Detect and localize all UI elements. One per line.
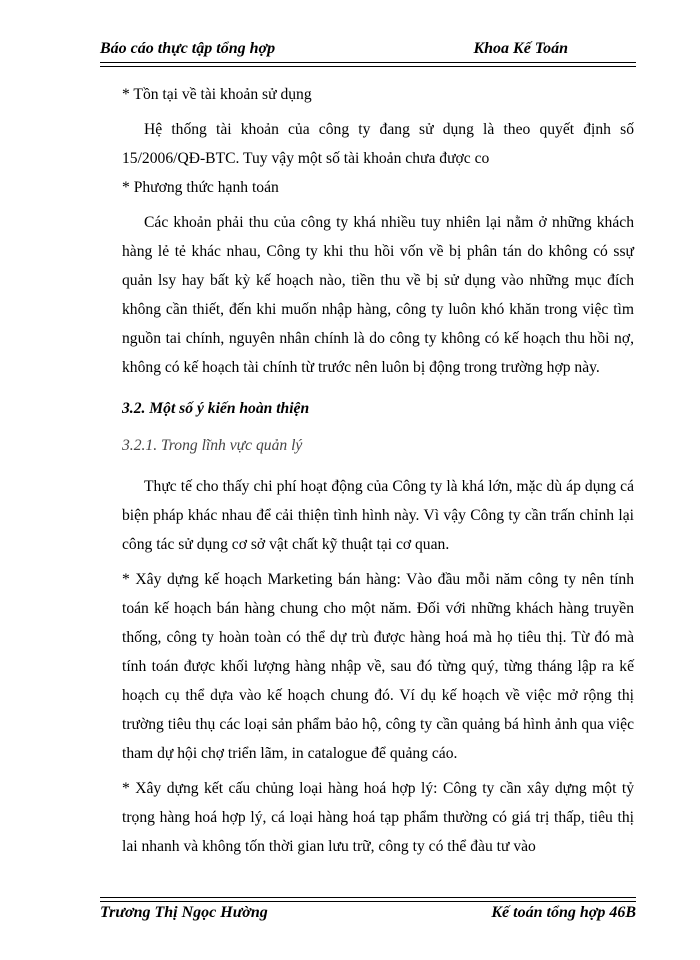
subsection-heading: 3.2.1. Trong lĩnh vực quản lý bbox=[122, 437, 303, 454]
paragraph-marketing-plan: * Xây dựng kế hoạch Marketing bán hàng: Vào đầu mỗi năm công ty nên tính toán kế hoạch bán hàng chung cho một năm. Đối với những khách hàng truyền thống, công ty hoàn toàn có thể dự trù được hàng hoá mà họ tiêu thị. Từ đó mà tính toán được khối lượng hàng nhập về, sau đó từng quý, từng tháng lập ra kế hoạch cụ thể dựa vào kế hoạch chung đó. Ví dụ kế hoạch về việc mở rộng thị trường tiêu thụ các loại sản phẩm bảo hộ, công ty cần quảng bá hình ảnh qua việc tham dự hội chợ triển lãm, in catalogue để quảng cáo. bbox=[122, 571, 634, 762]
paragraph-receivables: Các khoản phải thu của công ty khá nhiều tuy nhiên lại nằm ở những khách hàng lẻ tẻ khác nhau, Công ty khi thu hồi vốn về bị phân tán do không có ssự quản lsy hay bất kỳ kế hoạch nào, tiền thu về bị sử dụng vào những mục đích không cần thiết, đến khi muốn nhập hàng, công ty luôn khó khăn trong việc tìm nguồn tai chính, nguyên nhân chính là do công ty không có kế hoạch thu hồi nợ, không có kế hoạch tài chính từ trước nên luôn bị động trong trường hợp này. bbox=[122, 214, 634, 376]
footer-author: Trương Thị Ngọc Hường bbox=[100, 904, 268, 921]
section-heading: 3.2. Một số ý kiến hoàn thiện bbox=[122, 400, 310, 417]
header-report-title: Báo cáo thực tập tổng hợp bbox=[100, 40, 276, 57]
footer-class: Kế toán tổng hợp 46B bbox=[491, 904, 636, 921]
bullet-accounting-method: * Phương thức hạnh toán bbox=[122, 179, 279, 196]
bullet-account-issues: * Tồn tại về tài khoản sử dụng bbox=[122, 86, 312, 103]
document-body bbox=[122, 80, 634, 861]
header-divider bbox=[100, 62, 636, 67]
footer-divider bbox=[100, 897, 636, 902]
paragraph-account-system: Hệ thống tài khoản của công ty đang sử dụng là theo quyết định số 15/2006/QĐ-BTC. Tuy vậy một số tài khoản chưa được co bbox=[122, 121, 634, 167]
header-department: Khoa Kế Toán bbox=[473, 40, 568, 57]
page-header bbox=[100, 40, 636, 62]
paragraph-operating-costs: Thực tế cho thấy chi phí hoạt động của Công ty là khá lớn, mặc dù áp dụng cá biện pháp khác nhau để cải thiện tình hình này. Vì vậy Công ty cần trấn chỉnh lại công tác sử dụng cơ sở vật chất kỹ thuật tại cơ quan. bbox=[122, 478, 634, 553]
page-footer bbox=[100, 904, 636, 926]
paragraph-product-structure: * Xây dựng kết cấu chủng loại hàng hoá hợp lý: Công ty cần xây dựng một tỷ trọng hàng hoá hợp lý, cá loại hàng hoá tạp phẩm thường có giá trị thấp, tiêu thị lai nhanh và không tốn thời gian lưu trữ, công ty có thể đàu tư vào bbox=[122, 780, 634, 855]
